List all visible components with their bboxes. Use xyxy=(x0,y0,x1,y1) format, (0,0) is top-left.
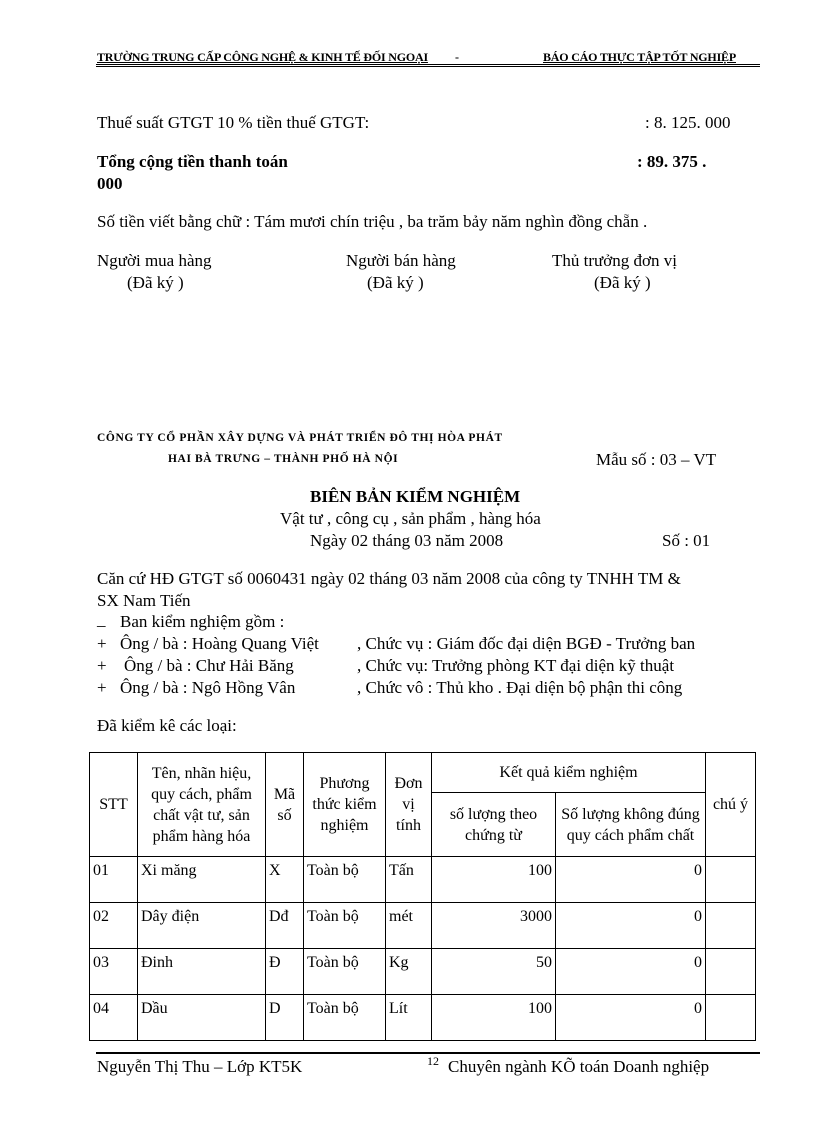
member-3-name: Ông / bà : Ngô Hồng Vân xyxy=(120,678,296,697)
cell-qty-bad: 0 xyxy=(556,949,706,995)
cell-stt: 03 xyxy=(90,949,138,995)
company-address: HAI BÀ TRƯNG – THÀNH PHỐ HÀ NỘI xyxy=(168,453,399,465)
cell-method: Toàn bộ xyxy=(304,949,386,995)
cell-code: X xyxy=(266,857,304,903)
header-rule xyxy=(96,64,760,65)
header-qty-doc: số lượng theo chứng từ xyxy=(432,793,556,857)
inspected-label: Đã kiểm kê các loại: xyxy=(97,716,237,735)
member-2-name: Ông / bà : Chư Hải Băng xyxy=(124,656,294,675)
basis-line-2: SX Nam Tiến xyxy=(97,591,191,610)
header-stt: STT xyxy=(90,753,138,857)
inspection-table xyxy=(89,752,756,1041)
header-method: Phương thức kiểm nghiệm xyxy=(304,753,386,857)
cell-name: Đinh xyxy=(138,949,266,995)
member-1-position: , Chức vụ : Giám đốc đại diện BGĐ - Trưởng ban xyxy=(357,634,696,653)
cell-note xyxy=(706,903,756,949)
cell-name: Xi măng xyxy=(138,857,266,903)
header-rule-2 xyxy=(96,66,760,67)
signature-buyer-role: Người mua hàng xyxy=(97,251,212,270)
member-1-bullet: + xyxy=(97,634,107,653)
footer-page-number: 12 xyxy=(427,1054,439,1068)
table-row xyxy=(90,903,756,949)
basis-line-1: Căn cứ HĐ GTGT số 0060431 ngày 02 tháng 03 năm 2008 của công ty TNHH TM & xyxy=(97,569,681,588)
cell-name: Dầu xyxy=(138,995,266,1041)
cell-qty-doc: 100 xyxy=(432,857,556,903)
cell-note xyxy=(706,949,756,995)
member-2-bullet: + xyxy=(97,656,107,675)
cell-unit: mét xyxy=(386,903,432,949)
signature-head-status: (Đã ký ) xyxy=(594,273,651,292)
cell-qty-doc: 3000 xyxy=(432,903,556,949)
report-number: Số : 01 xyxy=(662,531,711,550)
header-result: Kết quả kiểm nghiệm xyxy=(432,753,706,793)
table-row xyxy=(90,995,756,1041)
cell-method: Toàn bộ xyxy=(304,995,386,1041)
vat-label: Thuế suất GTGT 10 % tiền thuế GTGT: xyxy=(97,113,370,132)
footer-author: Nguyễn Thị Thu – Lớp KT5K xyxy=(97,1057,303,1076)
cell-note xyxy=(706,995,756,1041)
cell-qty-bad: 0 xyxy=(556,995,706,1041)
header-name: Tên, nhãn hiệu, quy cách, phẩm chất vật tư, sản phẩm hàng hóa xyxy=(138,753,266,857)
header-unit: Đơn vị tính xyxy=(386,753,432,857)
header-code: Mã số xyxy=(266,753,304,857)
cell-code: Dđ xyxy=(266,903,304,949)
header-qty-bad: Số lượng không đúng quy cách phẩm chất xyxy=(556,793,706,857)
cell-code: Đ xyxy=(266,949,304,995)
header-note: chú ý xyxy=(706,753,756,857)
member-3-position: , Chức vô : Thủ kho . Đại diện bộ phận thi công xyxy=(357,678,683,697)
total-value: : 89. 375 . xyxy=(637,152,707,171)
committee-intro: Ban kiểm nghiệm gồm : xyxy=(120,612,285,631)
cell-note xyxy=(706,857,756,903)
cell-qty-doc: 100 xyxy=(432,995,556,1041)
total-value-wrap: 000 xyxy=(97,174,123,193)
form-number: Mẫu số : 03 – VT xyxy=(596,450,717,469)
signature-seller-status: (Đã ký ) xyxy=(367,273,424,292)
cell-code: D xyxy=(266,995,304,1041)
table-row xyxy=(90,857,756,903)
member-2-position: , Chức vụ: Trưởng phòng KT đại diện kỹ thuật xyxy=(357,656,675,675)
header-report-title: BÁO CÁO THỰC TẬP TỐT NGHIỆP xyxy=(543,50,736,64)
amount-in-words: Số tiền viết bằng chữ : Tám mươi chín triệu , ba trăm bảy năm nghìn đồng chẵn . xyxy=(97,212,648,231)
cell-unit: Tấn xyxy=(386,857,432,903)
table-row xyxy=(90,949,756,995)
report-subtitle: Vật tư , công cụ , sản phẩm , hàng hóa xyxy=(280,509,541,528)
cell-qty-doc: 50 xyxy=(432,949,556,995)
member-1-name: Ông / bà : Hoàng Quang Việt xyxy=(120,634,319,653)
signature-head-role: Thủ trưởng đơn vị xyxy=(552,251,677,270)
header-school: TRƯỜNG TRUNG CẤP CÔNG NGHỆ & KINH TẾ ĐỐI NGOẠI xyxy=(97,50,428,64)
cell-name: Dây điện xyxy=(138,903,266,949)
signature-buyer-status: (Đã ký ) xyxy=(127,273,184,292)
signature-seller-role: Người bán hàng xyxy=(346,251,456,270)
committee-dash: _ xyxy=(97,610,106,629)
cell-qty-bad: 0 xyxy=(556,857,706,903)
footer-major: Chuyên ngành KÕ toán Doanh nghiệp xyxy=(448,1057,710,1076)
report-date: Ngày 02 tháng 03 năm 2008 xyxy=(310,531,504,550)
cell-stt: 01 xyxy=(90,857,138,903)
cell-unit: Kg xyxy=(386,949,432,995)
company-name: CÔNG TY CỔ PHẦN XÂY DỰNG VÀ PHÁT TRIỂN ĐÔ THỊ HÒA PHÁT xyxy=(97,432,503,444)
vat-value: : 8. 125. 000 xyxy=(645,113,731,132)
cell-unit: Lít xyxy=(386,995,432,1041)
cell-stt: 02 xyxy=(90,903,138,949)
cell-method: Toàn bộ xyxy=(304,903,386,949)
cell-method: Toàn bộ xyxy=(304,857,386,903)
report-title: BIÊN BẢN KIỂM NGHIỆM xyxy=(310,487,521,506)
cell-stt: 04 xyxy=(90,995,138,1041)
member-3-bullet: + xyxy=(97,678,107,697)
total-label: Tổng cộng tiền thanh toán xyxy=(97,152,288,171)
cell-qty-bad: 0 xyxy=(556,903,706,949)
header-dash: - xyxy=(455,50,459,64)
